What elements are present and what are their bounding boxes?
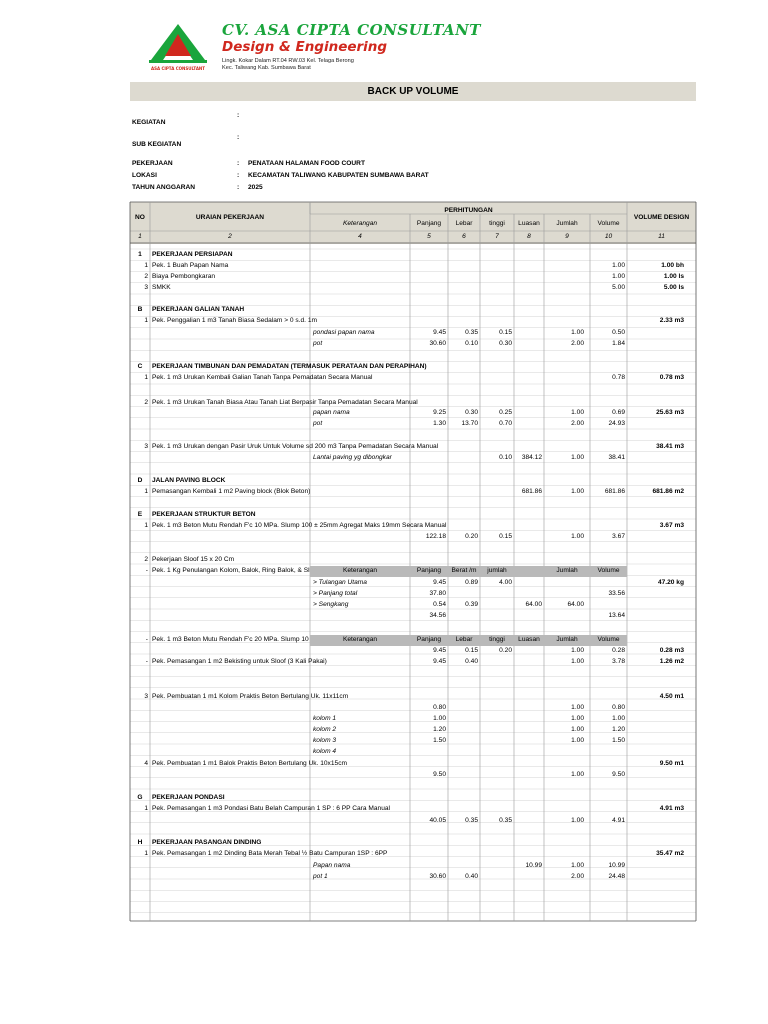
- sub-header-cell: Lebar: [455, 636, 473, 643]
- row-no: C: [137, 363, 143, 370]
- row-jumlah: 2.00: [571, 873, 584, 880]
- row-panjang: 30.60: [429, 340, 446, 347]
- company-address-line2: Kec. Taliwang Kab. Sumbawa Barat: [222, 65, 311, 71]
- row-volume-design: 2.33 m3: [659, 317, 684, 324]
- row-panjang: 1.50: [433, 737, 446, 744]
- row-volume-design: 1.00 bh: [661, 262, 684, 269]
- row-no: 1: [144, 522, 148, 529]
- row-volume: 9.50: [612, 771, 625, 778]
- row-volume: 13.64: [608, 612, 625, 619]
- row-panjang: 40.05: [429, 817, 446, 824]
- row-jumlah: 1.00: [571, 647, 584, 654]
- pekerjaan-value: PENATAAN HALAMAN FOOD COURT: [248, 160, 365, 167]
- header-luasan: Luasan: [518, 220, 540, 227]
- row-jumlah: 1.00: [571, 704, 584, 711]
- row-volume-design: 47.20 kg: [657, 579, 684, 586]
- row-panjang: 9.25: [433, 409, 446, 416]
- row-jumlah: 1.00: [571, 771, 584, 778]
- sub-header-cell: tinggi: [489, 636, 505, 643]
- lokasi-label: LOKASI: [132, 172, 157, 179]
- sub-header-cell: jumlah: [487, 567, 507, 574]
- row-no: 1: [144, 850, 148, 857]
- row-keterangan: pot: [313, 340, 323, 347]
- sub-header-cell: Keterangan: [342, 567, 378, 574]
- row-panjang: 9.45: [433, 579, 446, 586]
- row-no: 1: [144, 317, 148, 324]
- row-no: 2: [144, 556, 148, 563]
- row-panjang: 9.45: [433, 647, 446, 654]
- row-keterangan: kolom 2: [313, 726, 337, 733]
- header-volume: Volume: [597, 220, 620, 227]
- row-tinggi: 4.00: [499, 579, 512, 586]
- row-no: H: [137, 839, 143, 846]
- column-index-7: 7: [495, 233, 499, 240]
- row-volume: 24.48: [608, 873, 625, 880]
- header-tinggi: tinggi: [489, 220, 505, 227]
- header-panjang: Panjang: [416, 220, 442, 227]
- row-no: 1: [144, 805, 148, 812]
- row-keterangan: kolom 4: [313, 748, 337, 755]
- row-panjang: 1.00: [433, 715, 446, 722]
- row-no: 1: [144, 374, 148, 381]
- row-no: 2: [144, 273, 148, 280]
- company-name: CV. ASA CIPTA CONSULTANT: [222, 21, 481, 39]
- work-item-description: Pekerjaan Sloof 15 x 20 Cm: [152, 556, 235, 563]
- row-no: 3: [144, 443, 148, 450]
- row-volume: 0.50: [612, 329, 625, 336]
- row-tinggi: 0.20: [499, 647, 512, 654]
- row-jumlah: 1.00: [571, 488, 584, 495]
- row-tinggi: 0.15: [499, 533, 512, 540]
- row-lebar: 0.10: [465, 340, 478, 347]
- row-volume: 38.41: [608, 454, 625, 461]
- header-perhitungan: PERHITUNGAN: [444, 207, 493, 214]
- row-no: D: [137, 477, 143, 484]
- header-jumlah: Jumlah: [556, 220, 578, 227]
- row-lebar: 0.30: [465, 409, 478, 416]
- header-fill: [130, 244, 696, 246]
- work-item-description: Pek. Pemasangan 1 m3 Pondasi Batu Belah Campuran 1 SP : 6 PP Cara Manual: [152, 805, 391, 812]
- work-item-description: Pek. 1 m3 Beton Mutu Rendah F'c 10 MPa. Slump 100 ± 25mm Agregat Maks 19mm Secara Manual: [152, 522, 447, 529]
- work-item-description: Pek. 1 m3 Urukan dengan Pasir Uruk Untuk Volume sd 200 m3 Tanpa Pemadatan Secara Manual: [152, 443, 439, 450]
- row-jumlah: 1.00: [571, 454, 584, 461]
- row-panjang: 0.80: [433, 704, 446, 711]
- section-title: PEKERJAAN TIMBUNAN DAN PEMADATAN (TERMASUK PERATAAN DAN PERAPIHAN): [152, 363, 427, 370]
- row-panjang: 9.45: [433, 658, 446, 665]
- sub-header-cell: Luasan: [518, 636, 540, 643]
- kegiatan-label: KEGIATAN: [132, 119, 166, 126]
- row-tinggi: 0.70: [499, 420, 512, 427]
- column-index-10: 10: [604, 233, 613, 240]
- row-panjang: 9.50: [433, 771, 446, 778]
- row-jumlah: 1.00: [571, 726, 584, 733]
- row-no: 1: [144, 262, 148, 269]
- work-item-description: Pek. 1 m3 Beton Mutu Rendah F'c 20 MPa. Slump 10: [152, 636, 309, 643]
- work-item-description: SMKK: [152, 284, 171, 291]
- row-volume: 1.00: [612, 273, 625, 280]
- row-lebar: 0.35: [465, 817, 478, 824]
- row-no: 1: [138, 251, 142, 258]
- row-jumlah: 2.00: [571, 420, 584, 427]
- column-index-5: 5: [427, 233, 431, 240]
- sub-header-cell: Jumlah: [556, 636, 578, 643]
- row-jumlah: 1.00: [571, 715, 584, 722]
- row-volume: 33.56: [608, 590, 625, 597]
- row-keterangan: > Tulangan Utama: [313, 579, 367, 586]
- row-volume: 1.00: [612, 715, 625, 722]
- row-volume-design: 3.67 m3: [659, 522, 684, 529]
- row-jumlah: 1.00: [571, 658, 584, 665]
- sub-header-cell: Jumlah: [556, 567, 578, 574]
- row-volume: 3.78: [612, 658, 625, 665]
- row-panjang: 9.45: [433, 329, 446, 336]
- row-volume-design: 38.41 m3: [656, 443, 684, 450]
- row-lebar: 0.89: [465, 579, 478, 586]
- row-no: E: [137, 511, 143, 518]
- lokasi-value: KECAMATAN TALIWANG KABUPATEN SUMBAWA BARAT: [248, 172, 429, 179]
- row-panjang: 34.56: [429, 612, 446, 619]
- row-volume-design: 681.86 m2: [652, 488, 684, 495]
- row-volume-design: 0.78 m3: [659, 374, 684, 381]
- row-jumlah: 1.00: [571, 409, 584, 416]
- row-luasan: 384.12: [521, 454, 542, 461]
- row-panjang: 122.18: [425, 533, 446, 540]
- row-lebar: 13.70: [461, 420, 478, 427]
- tahun-label: TAHUN ANGGARAN: [132, 184, 196, 191]
- row-volume-design: 35.47 m2: [656, 850, 684, 857]
- row-no: G: [137, 794, 143, 801]
- row-volume: 0.69: [612, 409, 625, 416]
- svg-text:ASA CIPTA CONSULTANT: ASA CIPTA CONSULTANT: [150, 66, 206, 71]
- section-title: PEKERJAAN PERSIAPAN: [152, 251, 233, 258]
- work-item-description: Pek. 1 m3 Urukan Kembali Galian Tanah Tanpa Pemadatan Secara Manual: [152, 374, 373, 381]
- sub-header-cell: Keterangan: [342, 636, 378, 643]
- tahun-colon: :: [237, 184, 240, 191]
- row-no: 4: [144, 760, 148, 767]
- row-jumlah: 1.00: [571, 862, 584, 869]
- row-volume: 10.99: [608, 862, 625, 869]
- work-item-description: Pemasangan Kembali 1 m2 Paving block (Blok Beton): [152, 488, 311, 495]
- work-item-description: Pek. 1 Buah Papan Nama: [152, 262, 229, 269]
- row-volume-design: 1.00 ls: [663, 273, 684, 280]
- row-no: -: [145, 636, 148, 643]
- row-tinggi: 0.25: [499, 409, 512, 416]
- row-luasan: 681.86: [521, 488, 542, 495]
- row-volume-design: 4.50 m1: [659, 693, 684, 700]
- row-keterangan: kolom 1: [313, 715, 337, 722]
- row-panjang: 37.80: [429, 590, 446, 597]
- section-title: PEKERJAAN STRUKTUR BETON: [152, 511, 256, 518]
- company-tagline: Design & Engineering: [222, 39, 388, 55]
- row-no: -: [145, 658, 148, 665]
- row-lebar: 0.20: [465, 533, 478, 540]
- row-keterangan: Lantai paving yg dibongkar: [313, 454, 392, 461]
- row-keterangan: pot: [313, 420, 323, 427]
- row-tinggi: 0.10: [499, 454, 512, 461]
- row-volume-design: 5.00 ls: [663, 284, 684, 291]
- row-jumlah: 64.00: [567, 601, 584, 608]
- row-volume-design: 25.63 m3: [656, 409, 684, 416]
- row-lebar: 0.15: [465, 647, 478, 654]
- kegiatan-colon: :: [237, 112, 240, 119]
- work-item-description: Pek. Penggalian 1 m3 Tanah Biasa Sedalam > 0 s.d. 1m: [152, 317, 318, 324]
- row-luasan: 10.99: [525, 862, 542, 869]
- row-volume-design: 4.91 m3: [659, 805, 684, 812]
- row-panjang: 1.30: [433, 420, 446, 427]
- row-volume: 1.84: [612, 340, 625, 347]
- row-volume: 24.93: [608, 420, 625, 427]
- row-jumlah: 1.00: [571, 737, 584, 744]
- row-lebar: 0.40: [465, 873, 478, 880]
- tahun-value: 2025: [248, 184, 263, 191]
- work-item-description: Pek. Pemasangan 1 m2 Bekisting untuk Sloof (3 Kali Pakai): [152, 658, 327, 665]
- header-uraian: URAIAN PEKERJAAN: [195, 214, 265, 221]
- row-no: 1: [144, 488, 148, 495]
- work-item-description: Pek. Pembuatan 1 m1 Kolom Praktis Beton Bertulang Uk. 11x11cm: [152, 693, 349, 700]
- row-lebar: 0.39: [465, 601, 478, 608]
- work-item-description: Pek. Pembuatan 1 m1 Balok Praktis Beton Bertulang Uk. 10x15cm: [152, 760, 347, 767]
- sub-header-cell: Panjang: [416, 567, 442, 574]
- row-volume: 4.91: [612, 817, 625, 824]
- row-tinggi: 0.15: [499, 329, 512, 336]
- row-jumlah: 1.00: [571, 533, 584, 540]
- section-title: JALAN PAVING BLOCK: [152, 477, 226, 484]
- column-index-6: 6: [462, 233, 466, 240]
- row-lebar: 0.40: [465, 658, 478, 665]
- pekerjaan-label: PEKERJAAN: [132, 160, 173, 167]
- row-no: 3: [144, 284, 148, 291]
- row-no: B: [137, 306, 143, 313]
- sub-kegiatan-label: SUB KEGIATAN: [132, 141, 182, 148]
- row-volume-design: 1.26 m2: [659, 658, 684, 665]
- row-volume: 1.50: [612, 737, 625, 744]
- column-index-4: 4: [358, 233, 362, 240]
- row-jumlah: 2.00: [571, 340, 584, 347]
- row-volume: 0.78: [612, 374, 625, 381]
- work-item-description: Pek. Pemasangan 1 m2 Dinding Bata Merah Tebal ½ Batu Campuran 1SP : 6PP: [152, 850, 388, 857]
- sub-kegiatan-colon: :: [237, 134, 240, 141]
- column-index-8: 8: [527, 233, 531, 240]
- row-tinggi: 0.35: [499, 817, 512, 824]
- row-keterangan: pondasi papan nama: [313, 329, 375, 336]
- pekerjaan-colon: :: [237, 160, 240, 167]
- lokasi-colon: :: [237, 172, 240, 179]
- sub-header-cell: Volume: [597, 636, 620, 643]
- sub-header-cell: Panjang: [416, 636, 442, 643]
- row-no: -: [145, 567, 148, 574]
- document-title: BACK UP VOLUME: [130, 82, 696, 101]
- work-item-description: Pek. 1 Kg Penulangan Kolom, Balok, Ring Balok, & Sl: [152, 567, 310, 574]
- row-panjang: 0.54: [433, 601, 446, 608]
- row-jumlah: 1.00: [571, 817, 584, 824]
- column-index-1: 1: [138, 233, 142, 240]
- row-lebar: 0.35: [465, 329, 478, 336]
- row-panjang: 1.20: [433, 726, 446, 733]
- section-title: PEKERJAAN PASANGAN DINDING: [152, 839, 262, 846]
- row-volume: 0.28: [612, 647, 625, 654]
- sub-header-cell: Berat /m: [451, 567, 477, 574]
- row-volume: 681.86: [604, 488, 625, 495]
- section-title: PEKERJAAN PONDASI: [152, 794, 225, 801]
- row-keterangan: > Sengkang: [313, 601, 349, 608]
- row-volume: 1.00: [612, 262, 625, 269]
- row-panjang: 30.60: [429, 873, 446, 880]
- header-lebar: Lebar: [455, 220, 473, 227]
- row-volume-design: 0.28 m3: [659, 647, 684, 654]
- company-address-line1: Lingk. Kokar Dalam RT.04 RW.03 Kel. Telaga Berong: [222, 58, 354, 64]
- row-no: 2: [144, 399, 148, 406]
- row-keterangan: > Panjang total: [313, 590, 358, 597]
- row-keterangan: kolom 3: [313, 737, 337, 744]
- header-no: NO: [135, 214, 145, 221]
- sub-header-cell: Volume: [597, 567, 620, 574]
- row-tinggi: 0.30: [499, 340, 512, 347]
- column-index-2: 2: [228, 233, 232, 240]
- work-item-description: Biaya Pembongkaran: [152, 273, 216, 280]
- row-volume-design: 9.50 m1: [659, 760, 684, 767]
- header-keterangan: Keterangan: [342, 220, 378, 227]
- column-index-11: 11: [658, 233, 665, 240]
- row-keterangan: pot 1: [313, 873, 328, 880]
- row-jumlah: 1.00: [571, 329, 584, 336]
- section-title: PEKERJAAN GALIAN TANAH: [152, 306, 245, 313]
- row-volume: 5.00: [612, 284, 625, 291]
- row-keterangan: papan nama: [313, 409, 350, 416]
- header-volume-design: VOLUME DESIGN: [633, 214, 690, 221]
- row-no: 3: [144, 693, 148, 700]
- row-luasan: 64.00: [525, 601, 542, 608]
- row-volume: 0.80: [612, 704, 625, 711]
- row-volume: 3.67: [612, 533, 625, 540]
- row-keterangan: Papan nama: [313, 862, 351, 869]
- work-item-description: Pek. 1 m3 Urukan Tanah Biasa Atau Tanah Liat Berpasir Tanpa Pemadatan Secara Manual: [152, 399, 418, 406]
- column-index-9: 9: [565, 233, 569, 240]
- row-volume: 1.20: [612, 726, 625, 733]
